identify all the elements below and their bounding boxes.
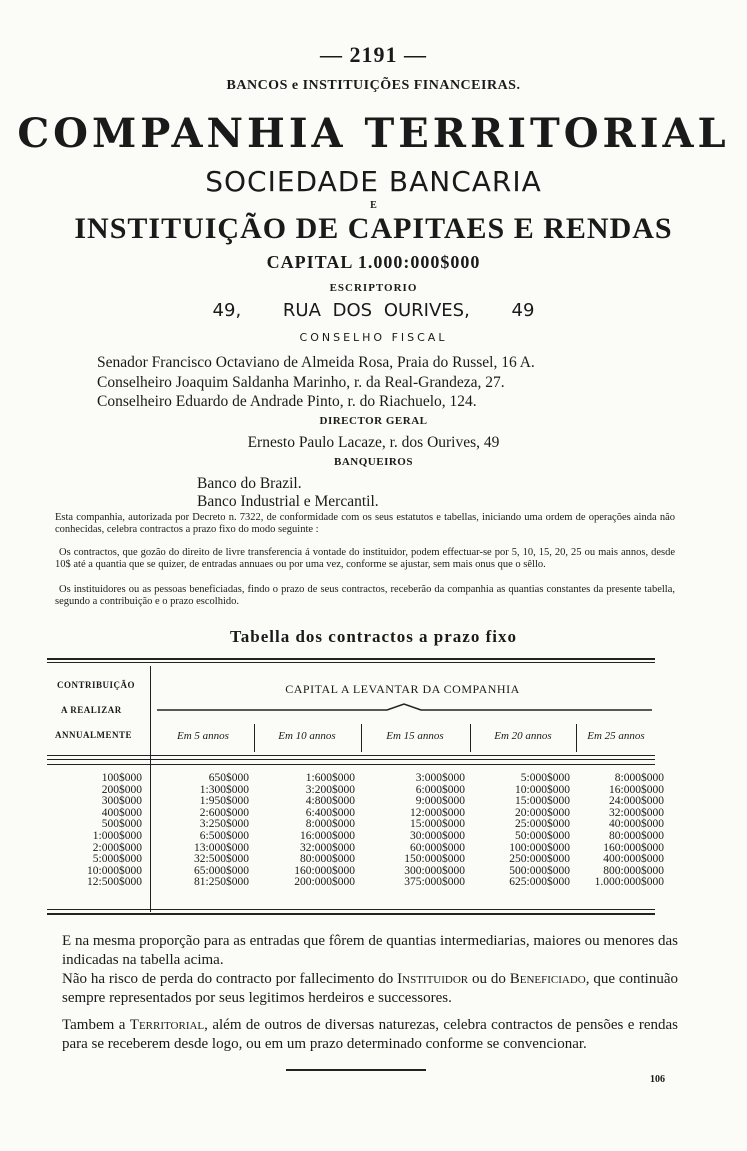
address-street: RUA DOS OURIVES, (282, 300, 470, 321)
value-cell: 300:000$000 (404, 864, 465, 877)
page-number: — 2191 — (320, 42, 427, 67)
contribution-cell: 10:000$000 (87, 864, 142, 877)
council-title: CONSELHO FISCAL (299, 331, 448, 344)
bank-name: Banco Industrial e Mercantil. (197, 493, 379, 510)
bank-name: Banco do Brazil. (197, 475, 302, 492)
text-run: Beneficiado (509, 971, 586, 987)
column-header: Em 5 annos (177, 730, 229, 742)
value-cell: 200:000$000 (294, 876, 355, 889)
director-name: Ernesto Paulo Lacaze, r. dos Ourives, 49 (247, 434, 500, 451)
value-cell: 625:000$000 (509, 876, 570, 889)
page-signature: 106 (650, 1074, 665, 1085)
text-run: , que continuão sempre representados por seus legitimos herdeiros e successores. (62, 971, 678, 1006)
text-run: , além de outros de diversas naturezas, celebra contractos de pensões e rendas para se receberem desde logo, ou em um prazo determinado conforme se convencionar. (62, 1017, 678, 1052)
company-name: COMPANHIA TERRITORIAL (17, 110, 730, 157)
text-run: Territorial (129, 1017, 205, 1033)
value-cell: 20:000$000 (515, 806, 570, 819)
value-column (573, 773, 664, 889)
value-cell: 32:000$000 (300, 841, 355, 854)
closing-paragraph: E na mesma proporção para as entradas que fôrem de quantias intermediarias, maiores ou menores das indicadas na tabella acima. (62, 933, 678, 968)
brace-line (157, 702, 652, 714)
value-cell: 6:500$000 (199, 829, 249, 842)
value-cell: 6:400$000 (305, 806, 355, 819)
value-cell: 375:000$000 (404, 876, 465, 889)
note-paragraph: Esta companhia, autorizada por Decreto n. 7322, de conformidade com os seus estatutos e tabellas, iniciando uma ordem de operações ainda não conhecidas, celebra contractos a prazo fixo do modo seguinte : (55, 512, 675, 535)
office-address (0, 300, 747, 321)
contracts-table (47, 658, 664, 918)
value-cell: 4:800$000 (305, 795, 355, 808)
value-cell: 2:600$000 (199, 806, 249, 819)
value-cell: 30:000$000 (410, 829, 465, 842)
value-cell: 1:300$000 (199, 783, 249, 796)
left-header-line: A REALIZAR (61, 705, 122, 715)
value-cell: 5:000$000 (520, 772, 570, 784)
text-run: Não ha risco de perda do contracto por fallecimento do (62, 971, 398, 987)
office-title: ESCRIPTORIO (329, 282, 418, 294)
note-paragraph: Os contractos, que gozão do direito de livre transferencia á vontade do instituidor, podem effectuar-se por 5, 10, 15, 20, 25 ou mais annos, desde 10$ até a quantia que se quizer, de entradas annuaes ou por uma vez, conforme se ajustar, sem mais onus que o sêllo. (55, 547, 675, 570)
contribution-cell: 300$000 (101, 795, 142, 808)
left-header-line: ANNUALMENTE (55, 730, 133, 740)
director-title: DIRECTOR GERAL (319, 415, 428, 427)
value-column (367, 773, 465, 889)
text-run: Instituidor (397, 971, 469, 987)
value-cell: 80:000$000 (609, 829, 664, 842)
company-subtitle: SOCIEDADE BANCARIA (205, 165, 542, 198)
address-number-right: 49 (511, 300, 535, 321)
value-cell: 25:000$000 (515, 818, 570, 831)
value-cell: 12:000$000 (410, 806, 465, 819)
contribution-cell: 500$000 (101, 818, 142, 831)
column-header: Em 20 annos (494, 730, 552, 742)
value-cell: 65:000$000 (194, 864, 249, 877)
value-cell: 100:000$000 (509, 841, 570, 854)
value-cell: 800:000$000 (603, 864, 664, 877)
value-cell: 250:000$000 (509, 853, 570, 866)
column-header: Em 10 annos (278, 730, 336, 742)
closing-paragraph (62, 970, 678, 1008)
value-cell: 16:000$000 (609, 783, 664, 796)
value-cell: 160:000$000 (603, 841, 664, 854)
contribution-cell: 200$000 (101, 783, 142, 796)
section-title: BANCOS e INSTITUIÇÕES FINANCEIRAS. (226, 78, 521, 93)
value-cell: 81:250$000 (194, 876, 249, 889)
column-header: Em 25 annos (587, 730, 645, 742)
value-cell: 500:000$000 (509, 864, 570, 877)
value-cell: 1.000:000$000 (594, 876, 664, 889)
value-cell: 13:000$000 (194, 841, 249, 854)
text-run: Tambem a (62, 1017, 130, 1033)
value-column (259, 773, 355, 889)
table-title: Tabella dos contractos a prazo fixo (229, 627, 517, 646)
value-cell: 24:000$000 (609, 795, 664, 808)
contribution-cell: 5:000$000 (92, 853, 142, 866)
value-cell: 400:000$000 (603, 853, 664, 866)
value-cell: 3:000$000 (415, 772, 465, 784)
value-cell: 80:000$000 (300, 853, 355, 866)
column-header: Em 15 annos (386, 730, 444, 742)
value-cell: 15:000$000 (410, 818, 465, 831)
contribution-cell: 12:500$000 (87, 876, 142, 889)
value-cell: 60:000$000 (410, 841, 465, 854)
value-cell: 32:500$000 (194, 853, 249, 866)
left-header-line: CONTRIBUIÇÃO (57, 680, 136, 690)
contribution-cell: 400$000 (101, 806, 142, 819)
address-number-left: 49, (212, 300, 242, 321)
value-cell: 6:000$000 (415, 783, 465, 796)
value-cell: 150:000$000 (404, 853, 465, 866)
value-cell: 1:950$000 (199, 795, 249, 808)
bankers-title: BANQUEIROS (334, 456, 413, 468)
value-cell: 1:600$000 (305, 772, 355, 784)
contribution-column (47, 773, 142, 889)
text-run: ou do (468, 971, 510, 987)
contribution-cell: 1:000$000 (92, 829, 142, 842)
value-cell: 32:000$000 (609, 806, 664, 819)
council-member: Conselheiro Joaquim Saldanha Marinho, r. da Real-Grandeza, 27. (97, 374, 505, 391)
value-cell: 40:000$000 (609, 818, 664, 831)
capital-header: CAPITAL A LEVANTAR DA COMPANHIA (285, 682, 520, 696)
conjunction: E (370, 200, 377, 211)
value-cell: 9:000$000 (415, 795, 465, 808)
capital-line: CAPITAL 1.000:000$000 (266, 252, 481, 272)
note-paragraph: Os instituidores ou as pessoas beneficiadas, findo o prazo de seus contractos, receberão da companhia as quantias constantes da presente tabella, segundo a contribuição e o prazo escolhido. (55, 584, 675, 607)
value-cell: 16:000$000 (300, 829, 355, 842)
value-cell: 15:000$000 (515, 795, 570, 808)
value-cell: 10:000$000 (515, 783, 570, 796)
value-column (475, 773, 570, 889)
closing-paragraph (62, 1016, 678, 1054)
end-rule (286, 1069, 426, 1071)
council-member: Senador Francisco Octaviano de Almeida Rosa, Praia do Russel, 16 A. (97, 354, 535, 371)
value-cell: 650$000 (208, 772, 249, 784)
value-cell: 8:000$000 (614, 772, 664, 784)
contribution-cell: 2:000$000 (92, 841, 142, 854)
value-cell: 50:000$000 (515, 829, 570, 842)
value-cell: 160:000$000 (294, 864, 355, 877)
value-cell: 3:250$000 (199, 818, 249, 831)
value-column (157, 773, 249, 889)
council-member: Conselheiro Eduardo de Andrade Pinto, r. do Riachuelo, 124. (97, 393, 477, 410)
institution-title: INSTITUIÇÃO DE CAPITAES E RENDAS (74, 212, 673, 245)
contribution-cell: 100$000 (101, 772, 142, 784)
value-cell: 8:000$000 (305, 818, 355, 831)
value-cell: 3:200$000 (305, 783, 355, 796)
